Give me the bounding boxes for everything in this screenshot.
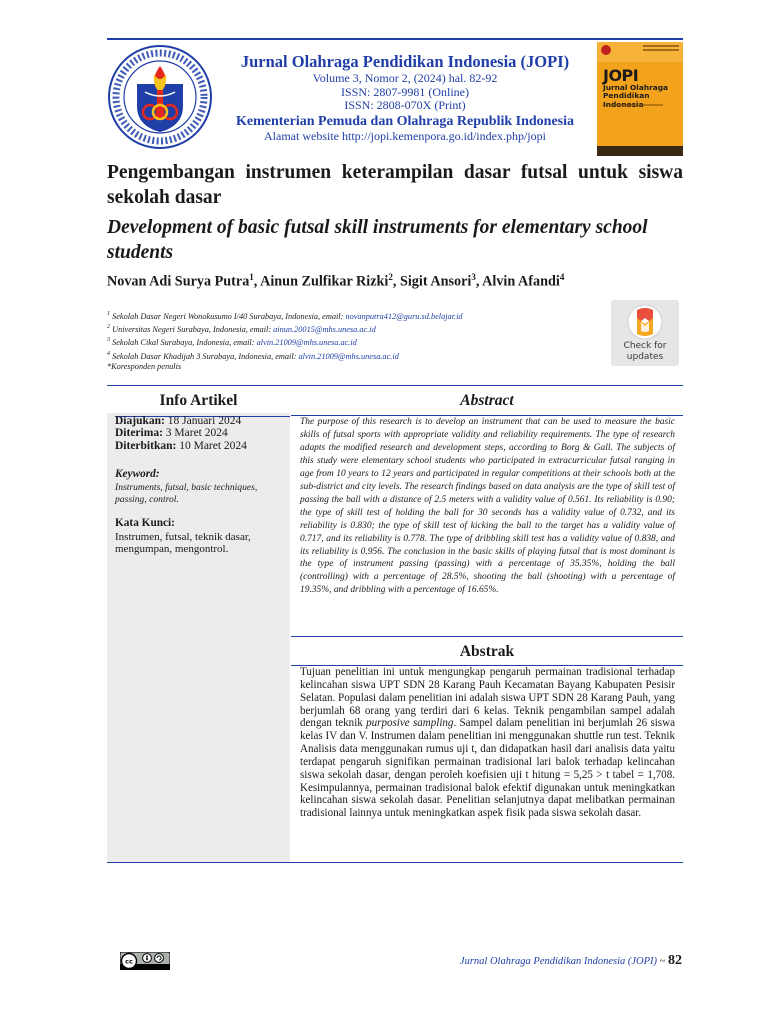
abstract-text: The purpose of this research is to develop an instrument that can be used to measure the basic skills of futsal sports with appropriate validity and reliability requirements. The type of research adapts the modified research and development steps, according to Borg & Gall. The subjects of this study were elementary school students who participated in extracurricular futsal ranging in age from 10 years to 12 years and participated in regular competitions at their schools both at the sub-district and city levels. The research findings based on data analysis are the type of skill test of passing the ball with a distance of 2.5 meters with a validity value of 0.561. Its reliability is 0.90; the type of skill test of holding the ball for 30 seconds has a validity value of 0.732, and its reliability is 0.830; the type of skill test of kicking the ball to the target has a validity value of 0.717, and its reliability is 0.778. The type of dribbling skill test has a validity value of 0.838, and its reliability is 0.956. The conclusion in the basic skills of playing futsal that is most dominant is the type of instrument passing (passing) with a percentage of 35.35%, holding the ball (controlling) with a percentage of 28.5%, shooting the ball (shooting) with a percentage of 19.35%, and dribbling with a percentage of 16.65%. (300, 417, 675, 596)
author-sup: 2 (388, 272, 393, 282)
published-row (115, 440, 290, 452)
info-background (107, 413, 290, 862)
kemenpora-emblem-icon (107, 44, 213, 150)
accepted-row (115, 427, 290, 439)
page-number: 82 (668, 953, 682, 968)
abstrak-heading: Abstrak (459, 643, 515, 660)
check-updates-line2: updates (626, 351, 664, 362)
article-info-panel (107, 386, 290, 862)
author-name: Ainun Zulfikar Rizki (260, 273, 389, 290)
keyword-heading: Keyword: (115, 468, 160, 480)
cover-stripe (603, 104, 663, 106)
affiliation-list (107, 309, 587, 372)
affiliation-text: Sekolah Dasar Khadijah 3 Surabaya, Indonesia, email: (110, 351, 299, 361)
published-label: Diterbitkan: (115, 439, 177, 452)
author-sup: 3 (471, 272, 476, 282)
published-date: 10 Maret 2024 (179, 439, 247, 452)
cover-name-line1: Jurnal Olahraga (603, 83, 668, 92)
author-sup: 1 (249, 272, 254, 282)
cover-bottom-band (597, 146, 683, 156)
divider (291, 636, 683, 637)
footer-journal: Jurnal Olahraga Pendidikan Indonesia (JOPI) (459, 956, 658, 967)
svg-text:cc: cc (125, 957, 133, 966)
author-name: Sigit Ansori (399, 273, 472, 290)
issn-print: ISSN: 2808-070X (Print) (344, 98, 466, 113)
check-for-updates-badge[interactable] (611, 300, 679, 366)
email-link[interactable]: novanputra412@guru.sd.belajar.id (345, 311, 463, 321)
crossmark-icon (627, 304, 663, 340)
journal-header (107, 38, 683, 158)
keyword-list: Instruments, futsal, basic techniques, passing, control. (115, 482, 258, 506)
article-dates (115, 415, 290, 452)
issn-online: ISSN: 2807-9981 (Online) (341, 84, 469, 99)
page-footer (460, 953, 682, 969)
author-name: Alvin Afandi (482, 273, 560, 290)
submitted-date: 18 Januari 2024 (167, 415, 242, 427)
journal-info (217, 52, 593, 143)
cover-abbr: JOPI (603, 66, 639, 85)
kata-kunci-heading: Kata Kunci: (115, 517, 175, 529)
accepted-label: Diterima: (115, 427, 163, 440)
ministry-name: Kementerian Pemuda dan Olahraga Republik Indonesia (236, 113, 574, 129)
cover-name-line2: Pendidikan (603, 91, 650, 101)
affiliation-text: Universitas Negeri Surabaya, Indonesia, email: (110, 324, 274, 334)
affiliation-text: Sekolah Dasar Negeri Wonokusumo I/40 Surabaya, Indonesia, email: (110, 311, 346, 321)
website-link[interactable]: Alamat website http://jopi.kemenpora.go.id/index.php/jopi (264, 128, 546, 143)
affiliation-sup: 4 (107, 350, 110, 357)
affiliation-sup: 3 (107, 337, 110, 344)
affiliation-sup: 2 (107, 324, 110, 331)
divider (107, 862, 683, 863)
article-title-indonesian: Pengembangan instrumen keterampilan dasar futsal untuk siswa sekolah dasar (107, 162, 683, 208)
cover-logo-icon (601, 45, 611, 55)
abstrak-text-part: Tujuan penelitian ini untuk mengungkap pengaruh permainan tradisional terhadap kelincahan siswa UPT SDN 28 Karang Pauh Kecamatan Bayang Kabupaten Pesisir Selatan. Populasi dalam penelitian ini adalah siswa UPT SDN 28 Karang Pauh, yang berjumlah 68 orang yang terdiri dari 6 kelas. Teknik pengambilan sampel adalah dengan teknik (300, 666, 675, 730)
abstract-heading: Abstract (460, 392, 514, 409)
info-heading: Info Artikel (159, 392, 238, 409)
accepted-date: 3 Maret 2024 (165, 427, 228, 440)
affiliation-item (107, 335, 587, 348)
author-sup: 4 (559, 272, 565, 282)
check-updates-line1: Check for (623, 341, 667, 351)
check-updates-label (611, 341, 679, 362)
email-link[interactable]: alvin.21009@mhs.unesa.ac.id (298, 351, 399, 361)
author-list: Novan Adi Surya Putra$^1$, Ainun Zulfikar Rizki$^2$, Sigit Ansori$^3$, Alvin Afandi$^4$ (107, 272, 565, 290)
affiliation-item (107, 322, 587, 335)
abstrak-text-part: . Sampel dalam penelitian ini berjumlah 26 siswa kelas IV dan V. Instrumen dalam penelitian ini menggunakan shuttle run test. Teknik Analisis data menggunakan rumus uji t, dan didapatkan hasil dari analisis data yaitu terdapat pengaruh signifikan permainan tradisional lari balok terhadap kelincahan siswa sekolah dasar, dengan peroleh koefisien uji t hitung = 5,25 > t tabel = 1,708. Kesimpulannya, permainan tradisional balok efektif digunakan untuk meningkatkan kelincahan siswa sekolah dasar. Penelitian selanjutnya dapat melibatkan permainan tradisional lainnya untuk meningkatkan aspek fisik pada siswa sekolah dasar. (300, 717, 675, 820)
email-link[interactable]: alvin.21009@mhs.unesa.ac.id (256, 338, 357, 348)
abstrak-text-italic: purposive sampling (366, 717, 454, 730)
cover-issn-lines (643, 45, 679, 47)
submitted-label: Diajukan: (115, 415, 165, 427)
email-link[interactable]: ainun.20015@mhs.unesa.ac.id (273, 324, 376, 334)
corresponding-note: *Koresponden penulis (107, 361, 182, 371)
affiliation-sup: 1 (107, 311, 110, 317)
cc-by-sa-license-icon[interactable] (120, 952, 170, 970)
journal-cover-image (597, 42, 683, 156)
submitted-row (115, 415, 290, 427)
author-name: Novan Adi Surya Putra (107, 273, 250, 290)
kata-kunci-list: Instrumen, futsal, teknik dasar, mengumpan, mengontrol. (115, 531, 251, 556)
abstrak-text (300, 666, 675, 820)
article-title-english: Development of basic futsal skill instruments for elementary school students (107, 217, 648, 263)
journal-title[interactable]: Jurnal Olahraga Pendidikan Indonesia (JOPI) (240, 52, 570, 71)
footer-separator: ~ (657, 956, 668, 967)
volume-info: Volume 3, Nomor 2, (2024) hal. 82-92 (312, 71, 498, 85)
affiliation-item (107, 349, 587, 362)
affiliation-text: Sekolah Cikal Surabaya, Indonesia, email: (110, 338, 257, 348)
affiliation-item (107, 309, 587, 322)
